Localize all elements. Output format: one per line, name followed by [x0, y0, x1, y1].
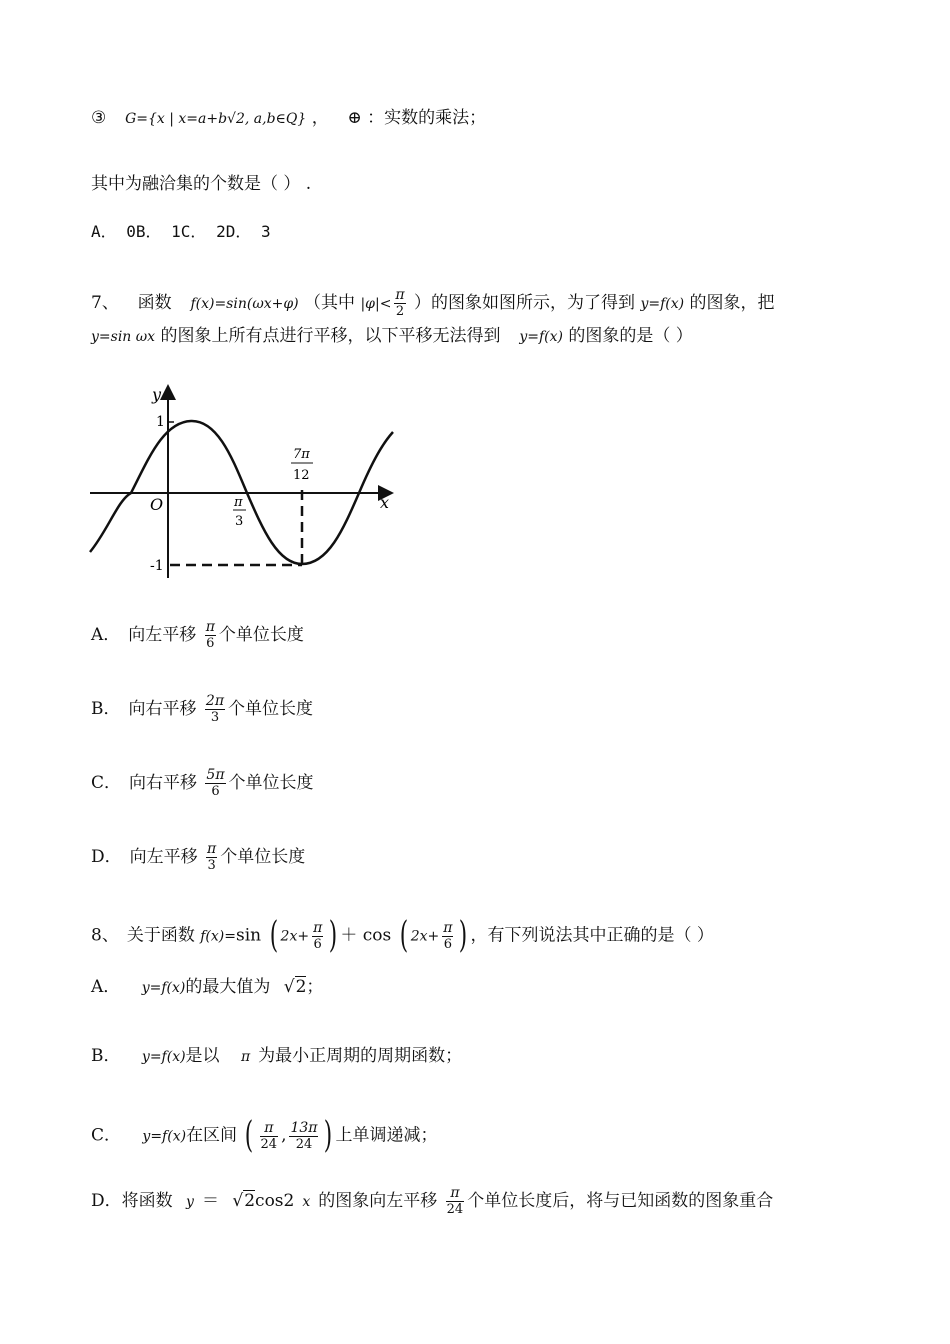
q7-cond: |φ|< [360, 296, 392, 312]
q7-func: f(x)=sin(ωx+φ) [190, 296, 299, 312]
sine-graph [88, 380, 398, 580]
q8-option-d: D．将函数 y ＝ √2cos2 x 的图象向左平移 $\frac{\pi}{24}$ 个单位长度后，将与已知函数的图象重合 [91, 1185, 774, 1217]
q7-yfx2: y=f(x) [519, 329, 563, 345]
tick-7pi12-den: 12 [293, 468, 310, 483]
y-tick-minus1: -1 [150, 558, 164, 574]
x-axis-label: x [380, 493, 390, 512]
q7-text3: ）的图象如图所示，为了得到 [414, 293, 636, 313]
q7-option-b: B． 向右平移 $\frac{2\pi}{3}$ 个单位长度 [91, 693, 314, 725]
q7-ysin: y=sin ωx [91, 329, 156, 345]
q7-cond-frac: $\frac{\pi}{2}$ [395, 287, 405, 319]
q7-option-a: A． 向左平移 $\frac{\pi}{6}$ 个单位长度 [91, 619, 304, 651]
op-symbol: ⊕ [347, 108, 362, 128]
q7-text1: 函数 [137, 293, 172, 313]
q8-func-lhs: f(x)= [200, 928, 236, 945]
q6-question: 其中为融洽集的个数是（ ） . [91, 174, 312, 194]
q8-option-a: A． y=f(x)的最大值为 √2； [91, 977, 324, 997]
q7-stem-line1 [91, 288, 774, 319]
q8-option-b: B． y=f(x)是以 π 为最小正周期的周期函数； [91, 1046, 463, 1066]
q6-options: A． 0B． 1C． 2D． 3 [91, 222, 271, 241]
tick-pi3-den: 3 [235, 514, 244, 529]
y-tick-1: 1 [156, 414, 165, 430]
set-definition: G={x | x=a+b√2, a,b∈Q} [125, 111, 307, 127]
op-desc: ：实数的乘法； [367, 108, 487, 128]
q7-text4: 的图象，把 [689, 293, 775, 313]
q7-option-d: D． 向左平移 $\frac{\pi}{3}$ 个单位长度 [91, 841, 306, 873]
tick-7pi12-num: 7π [293, 447, 310, 462]
item3-sep: ， [311, 108, 329, 128]
q7-yfx: y=f(x) [640, 296, 685, 312]
q7-stem-line2 [91, 324, 693, 349]
q7-text2: （其中 [304, 293, 356, 313]
q7-text6: 的图象的是（ ） [568, 326, 693, 346]
q7-text5: 的图象上所有点进行平移，以下平移无法得到 [160, 326, 501, 346]
origin-label: O [150, 495, 164, 514]
q7-option-c: C． 向右平移 $\frac{5\pi}{6}$ 个单位长度 [91, 767, 314, 799]
y-axis-label: y [152, 385, 162, 404]
tick-pi3-num: π [234, 495, 243, 510]
q8-stem: 8、 关于函数 f(x)=sin ( 2x+ $\frac{\pi}{6}$ ) ＋ cos ( 2x+ $\frac{\pi}{6}$ ) ，有下列说法其中正确的是（ ） [91, 915, 714, 956]
q7-number: 7、 [91, 293, 119, 313]
item3-line [91, 106, 486, 131]
item3-marker: ③ [91, 108, 107, 128]
q8-option-c: C． y=f(x)在区间 ( $\frac{\pi}{24}$ , $\frac{13\pi}{24}$ ) 上单调递减； [91, 1115, 438, 1156]
